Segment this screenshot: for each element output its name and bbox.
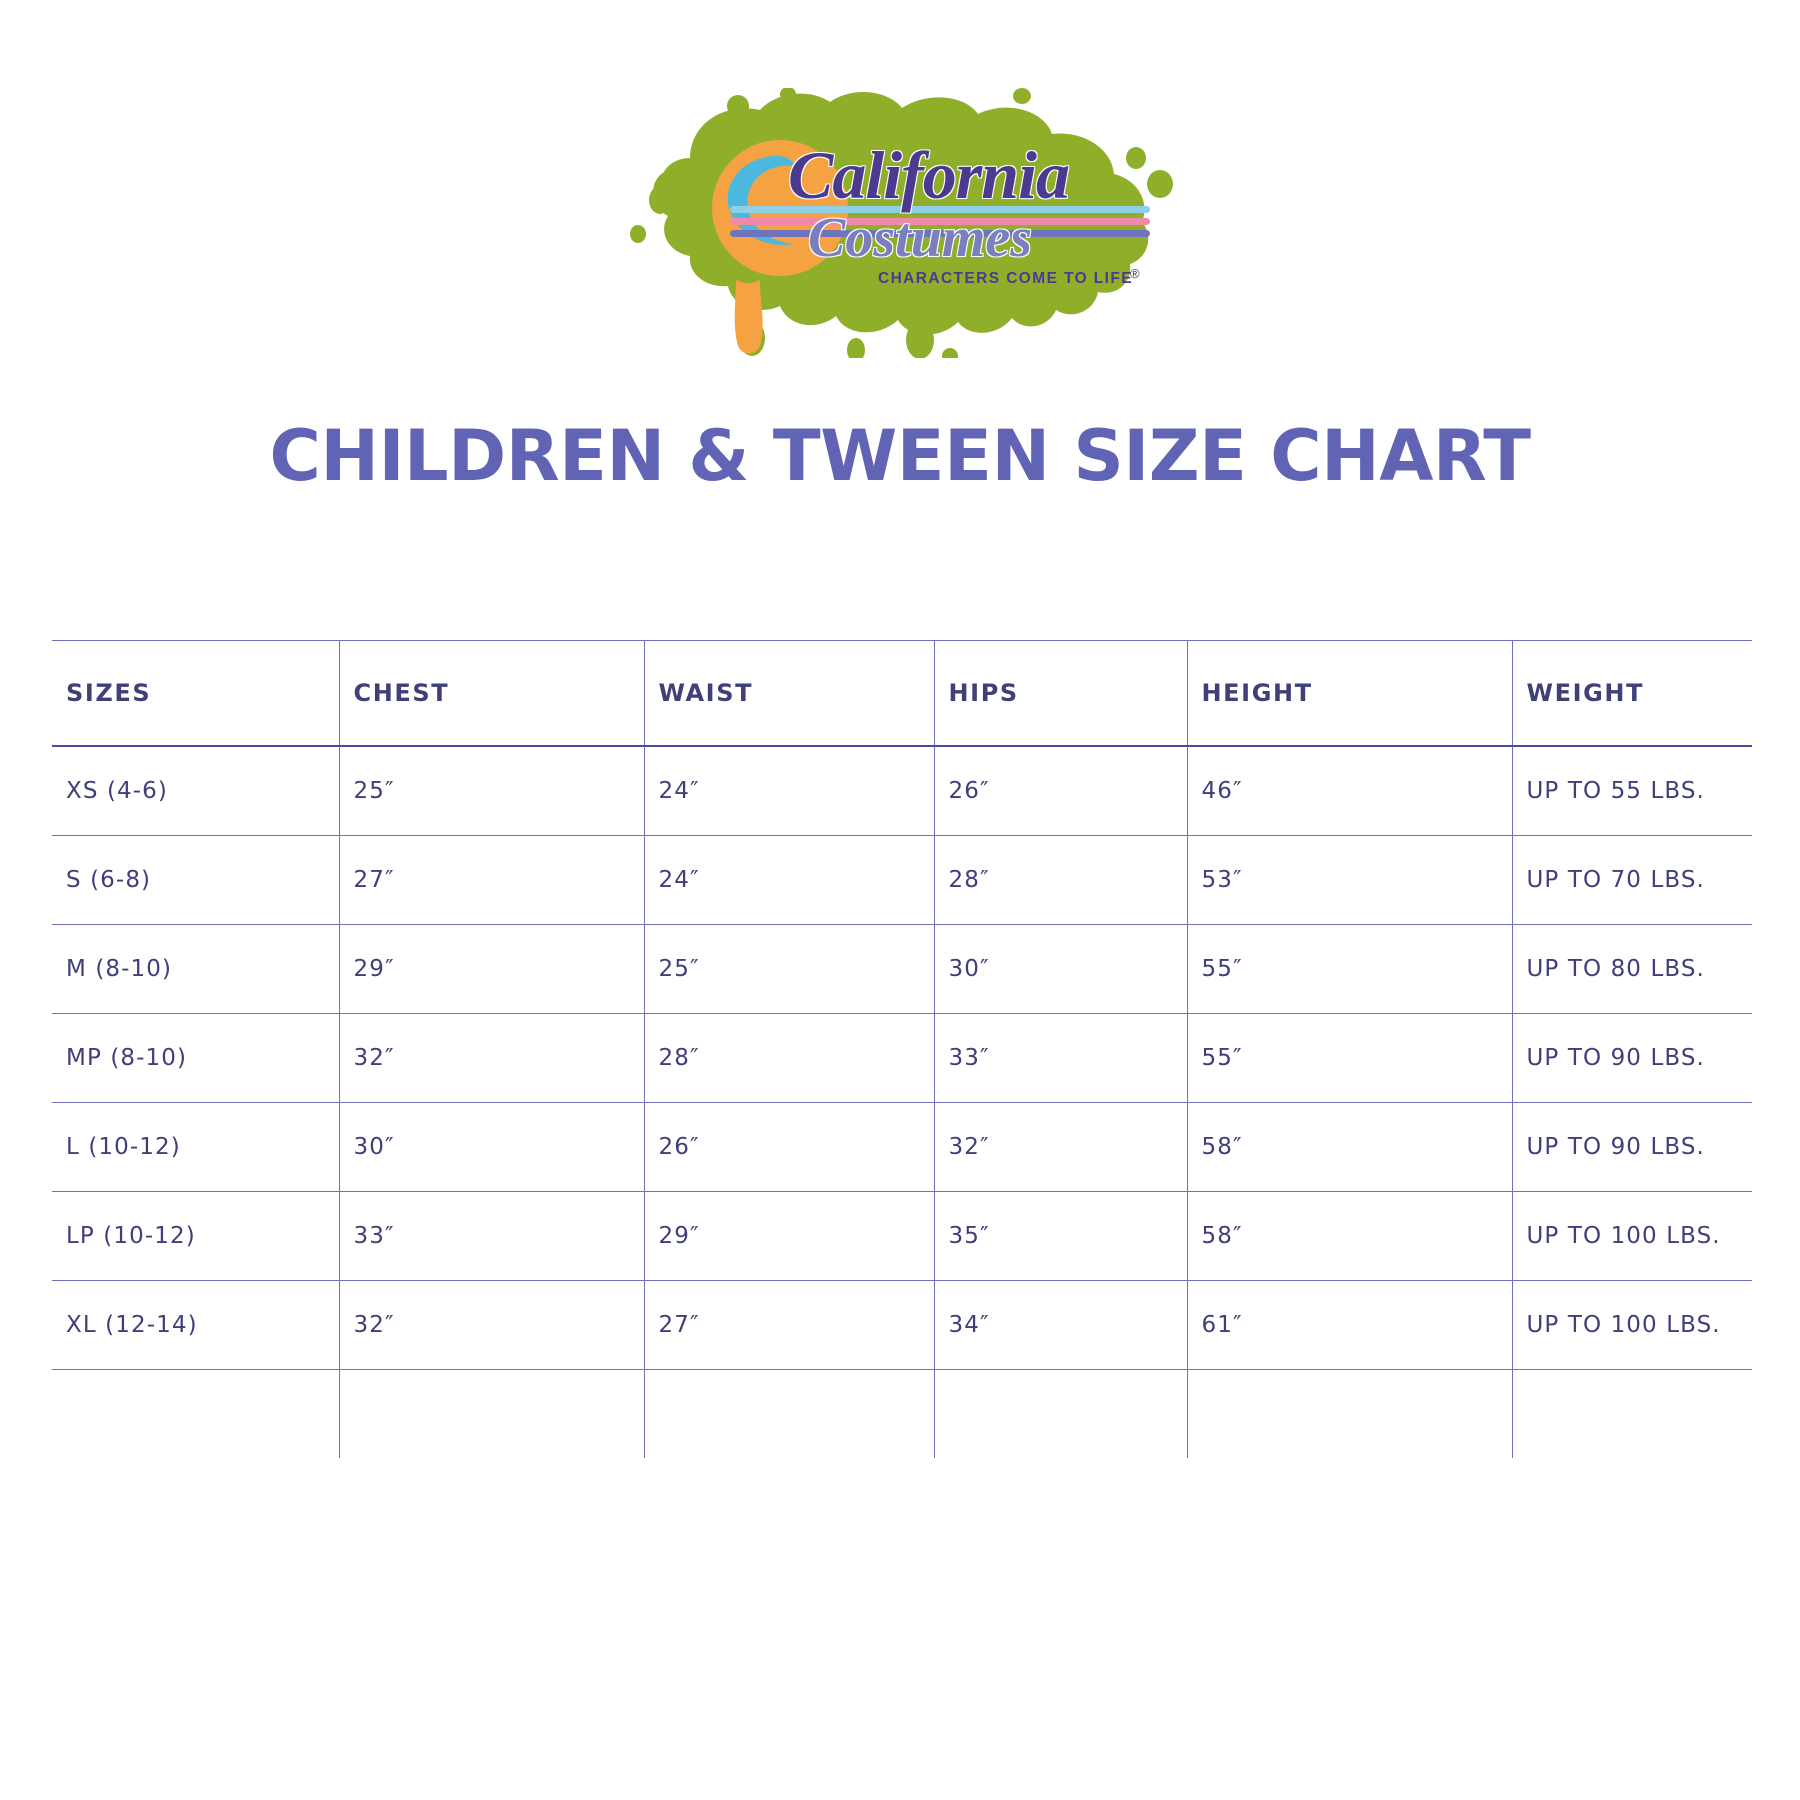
cell-height: 46″: [1187, 746, 1512, 836]
brand-name-secondary: Costumes: [808, 207, 1033, 269]
table-row: [52, 1281, 1752, 1370]
cell-height: 58″: [1187, 1192, 1512, 1281]
table-row: [52, 836, 1752, 925]
table-row: [52, 746, 1752, 836]
cell-size: L (10-12): [52, 1103, 339, 1192]
cell-size: LP (10-12): [52, 1192, 339, 1281]
cell-height: 53″: [1187, 836, 1512, 925]
table-body: [52, 746, 1752, 1458]
size-chart-table-wrap: [52, 640, 1752, 1458]
column-header-weight: WEIGHT: [1512, 641, 1752, 747]
cell-waist: 26″: [644, 1103, 934, 1192]
cell-weight: UP TO 55 LBS.: [1512, 746, 1752, 836]
cell-hips: 33″: [934, 1014, 1187, 1103]
column-header-sizes: SIZES: [52, 641, 339, 747]
cell-weight: UP TO 80 LBS.: [1512, 925, 1752, 1014]
cell-hips: 28″: [934, 836, 1187, 925]
cell-waist: 29″: [644, 1192, 934, 1281]
cell-weight: UP TO 100 LBS.: [1512, 1281, 1752, 1370]
cell-height: 55″: [1187, 925, 1512, 1014]
table-row: [52, 1014, 1752, 1103]
cell-size: XL (12-14): [52, 1281, 339, 1370]
column-header-chest: CHEST: [339, 641, 644, 747]
column-header-height: HEIGHT: [1187, 641, 1512, 747]
cell-chest: 33″: [339, 1192, 644, 1281]
brand-tagline: CHARACTERS COME TO LIFE: [878, 270, 1133, 287]
cell-weight: UP TO 90 LBS.: [1512, 1014, 1752, 1103]
cell-chest: 32″: [339, 1014, 644, 1103]
cell-hips: 32″: [934, 1103, 1187, 1192]
column-header-hips: HIPS: [934, 641, 1187, 747]
table-row: [52, 925, 1752, 1014]
cell-height: 61″: [1187, 1281, 1512, 1370]
cell-hips: 35″: [934, 1192, 1187, 1281]
page-title: CHILDREN & TWEEN SIZE CHART: [269, 415, 1531, 497]
table-header-row: [52, 641, 1752, 747]
cell-chest: 25″: [339, 746, 644, 836]
cell-waist: 27″: [644, 1281, 934, 1370]
table-footer-spacer: [52, 1370, 1752, 1459]
table-row: [52, 1192, 1752, 1281]
cell-chest: 29″: [339, 925, 644, 1014]
cell-waist: 24″: [644, 746, 934, 836]
cell-size: M (8-10): [52, 925, 339, 1014]
brand-name-primary: California: [788, 137, 1069, 213]
cell-weight: UP TO 100 LBS.: [1512, 1192, 1752, 1281]
size-chart-table: [52, 640, 1752, 1458]
registered-mark: ®: [1130, 266, 1140, 281]
cell-size: XS (4-6): [52, 746, 339, 836]
cell-waist: 24″: [644, 836, 934, 925]
cell-chest: 27″: [339, 836, 644, 925]
cell-waist: 28″: [644, 1014, 934, 1103]
cell-size: MP (8-10): [52, 1014, 339, 1103]
cell-weight: UP TO 90 LBS.: [1512, 1103, 1752, 1192]
cell-chest: 30″: [339, 1103, 644, 1192]
table-header: [52, 641, 1752, 747]
cell-weight: UP TO 70 LBS.: [1512, 836, 1752, 925]
cell-hips: 30″: [934, 925, 1187, 1014]
cell-height: 58″: [1187, 1103, 1512, 1192]
brand-logo: [0, 88, 1800, 358]
cell-hips: 26″: [934, 746, 1187, 836]
cell-chest: 32″: [339, 1281, 644, 1370]
cell-height: 55″: [1187, 1014, 1512, 1103]
cell-waist: 25″: [644, 925, 934, 1014]
table-row: [52, 1103, 1752, 1192]
cell-size: S (6-8): [52, 836, 339, 925]
cell-hips: 34″: [934, 1281, 1187, 1370]
column-header-waist: WAIST: [644, 641, 934, 747]
